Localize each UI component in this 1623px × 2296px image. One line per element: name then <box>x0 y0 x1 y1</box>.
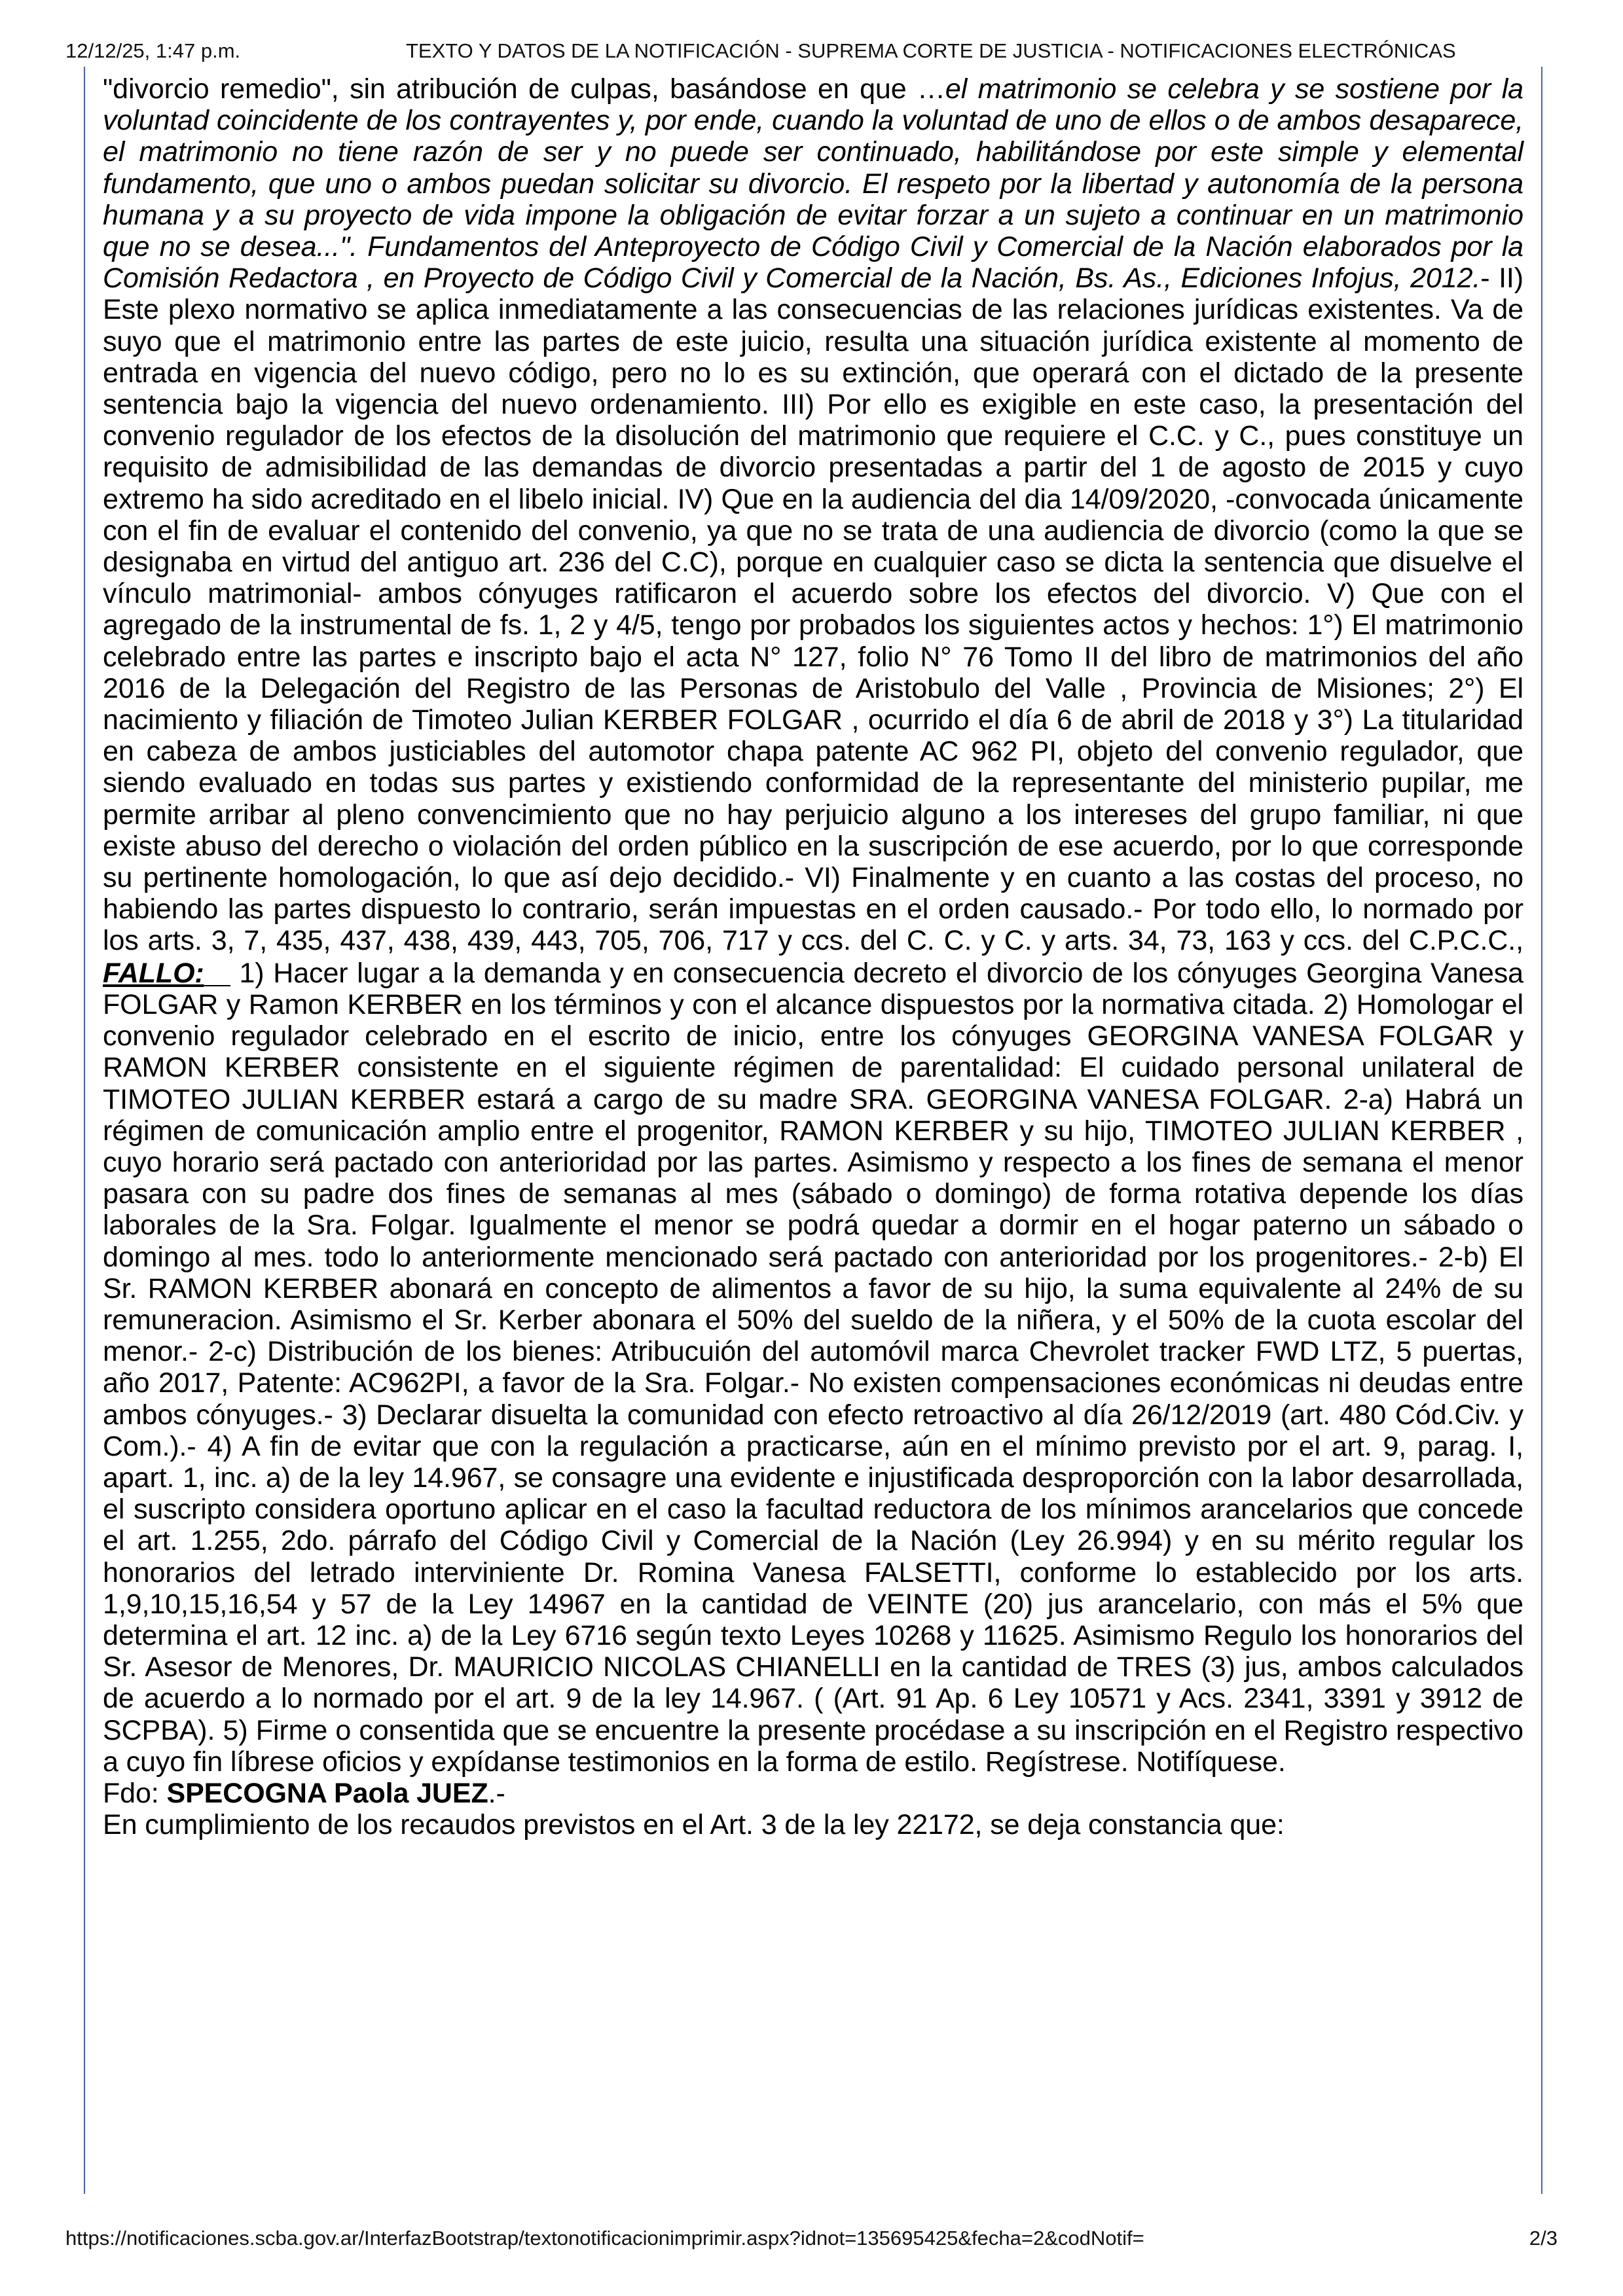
print-footer <box>65 2225 1558 2251</box>
fallo-label: FALLO: <box>103 957 204 989</box>
body-paragraph <box>103 73 1523 1778</box>
paragraph-considerations: - II) Este plexo normativo se aplica inmediatamente a las consecuencias de las relaciones jurídicas existentes. Va de suyo que el matrimonio entre las partes de este juicio, resulta una situación jurídica existente al momento de entrada en vigencia del nuevo código, pero no lo es su extinción, que operará con el dictado de la presente sentencia bajo la vigencia del nuevo ordenamiento. III) Por ello es exigible en este caso, la presentación del convenio regulador de los efectos de la disolución del matrimonio que requiere el C.C. y C., pues constituye un requisito de admisibilidad de las demandas de divorcio presentadas a partir del 1 de agosto de 2015 y cuyo extremo ha sido acreditado en el libelo inicial. IV) Que en la audiencia del dia 14/09/2020, -convocada únicamente con el fin de evaluar el contenido del convenio, ya que no se trata de una audiencia de divorcio (como la que se designaba en virtud del antiguo art. 236 del C.C), porque en cualquier caso se dicta la sentencia que disuelve el vínculo matrimonial- ambos cónyuges ratificaron el acuerdo sobre los efectos del divorcio. V) Que con el agregado de la instrumental de fs. 1, 2 y 4/5, tengo por probados los siguientes actos y hechos: 1°) El matrimonio celebrado entre las partes e inscripto bajo el acta N° 127, folio N° 76 Tomo II del libro de matrimonios del año 2016 de la Delegación del Registro de las Personas de Aristobulo del Valle , Provincia de Misiones; 2°) El nacimiento y filiación de Timoteo Julian KERBER FOLGAR , ocurrido el día 6 de abril de 2018 y 3°) La titularidad en cabeza de ambos justiciables del automotor chapa patente AC 962 PI, objeto del convenio regulador, que siendo evaluado en todas sus partes y existiendo conformidad de la representante del ministerio pupilar, me permite arribar al pleno convencimiento que no hay perjuicio alguno a los intereses del grupo familiar, ni que existe abuso del derecho o violación del orden público en la suscripción de ese acuerdo, por lo que corresponde su pertinente homologación, lo que así dejo decidido.- VI) Finalmente y en cuanto a las costas del proceso, no habiendo las partes dispuesto lo contrario, serán impuestas en el orden causado.- Por todo ello, lo normado por los arts. 3, 7, 435, 437, 438, 439, 443, 705, 706, 717 y ccs. del C. C. y C. y arts. 34, 73, 163 y ccs. del C.P.C.C., <box>103 262 1523 957</box>
paragraph-lead: "divorcio remedio", sin atribución de culpas, basándose en que … <box>103 73 945 105</box>
quoted-fundamentos: el matrimonio se celebra y se sostiene por la voluntad coincidente de los contrayentes y, por ende, cuando la voluntad de uno de ellos o de ambos desaparece, el matrimonio no tiene razón de ser y no puede ser continuado, habilitándose por este simple y elemental fundamento, que uno o ambos puedan solicitar su divorcio. El respeto por la libertad y autonomía de la persona humana y a su proyecto de vida impone la obligación de evitar forzar a un sujeto a continuar en un matrimonio que no se desea...". Fundamentos del Anteproyecto de Código Civil y Comercial de la Nación elaborados por la Comisión Redactora , en Proyecto de Código Civil y Comercial de la Nación, Bs. As., Ediciones Infojus, 2012. <box>103 73 1523 295</box>
signature-suffix: .- <box>488 1777 505 1809</box>
signature-name: SPECOGNA Paola JUEZ <box>166 1777 488 1809</box>
print-title: TEXTO Y DATOS DE LA NOTIFICACIÓN - SUPREMA CORTE DE JUSTICIA - NOTIFICACIONES ELECTRÓNICAS <box>406 39 1456 62</box>
fallo-underline <box>204 957 230 986</box>
paragraph-resolution: 1) Hacer lugar a la demanda y en consecuencia decreto el divorcio de los cónyuges Georgina Vanesa FOLGAR y Ramon KERBER en los términos y con el alcance dispuestos por la normativa citada. 2) Homologar el convenio regulador celebrado en el escrito de inicio, entre los cónyuges GEORGINA VANESA FOLGAR y RAMON KERBER consistente en el siguiente régimen de parentalidad: El cuidado personal unilateral de TIMOTEO JULIAN KERBER estará a cargo de su madre SRA. GEORGINA VANESA FOLGAR. 2-a) Habrá un régimen de comunicación amplio entre el progenitor, RAMON KERBER y su hijo, TIMOTEO JULIAN KERBER , cuyo horario será pactado con anterioridad por las partes. Asimismo y respecto a los fines de semana el menor pasara con su padre dos fines de semanas al mes (sábado o domingo) de forma rotativa depende los días laborales de la Sra. Folgar. Igualmente el menor se podrá quedar a dormir en el hogar paterno un sábado o domingo al mes. todo lo anteriormente mencionado será pactado con anterioridad por los progenitores.- 2-b) El Sr. RAMON KERBER abonará en concepto de alimentos a favor de su hijo, la suma equivalente al 24% de su remuneracion. Asimismo el Sr. Kerber abonara el 50% del sueldo de la niñera, y el 50% de la cuota escolar del menor.- 2-c) Distribución de los bienes: Atribucuión del automóvil marca Chevrolet tracker FWD LTZ, 5 puertas, año 2017, Patente: AC962PI, a favor de la Sra. Folgar.- No existen compensaciones económicas ni deudas entre ambos cónyuges.- 3) Declarar disuelta la comunidad con efecto retroactivo al día 26/12/2019 (art. 480 Cód.Civ. y Com.).- 4) A fin de evitar que con la regulación a practicarse, aún en el mínimo previsto por el art. 9, parag. I, apart. 1, inc. a) de la ley 14.967, se consagre una evidente e injustificada desproporción con la labor desarrollada, el suscripto considera oportuno aplicar en el caso la facultad reductora de los mínimos arancelarios que concede el art. 1.255, 2do. párrafo del Código Civil y Comercial de la Nación (Ley 26.994) y en su mérito regular los honorarios del letrado interviniente Dr. Romina Vanesa FALSETTI, conforme lo establecido por los arts. 1,9,10,15,16,54 y 57 de la Ley 14967 en la cantidad de VEINTE (20) jus arancelario, con más el 5% que determina el art. 12 inc. a) de la Ley 6716 según texto Leyes 10268 y 11625. Asimismo Regulo los honorarios del Sr. Asesor de Menores, Dr. MAURICIO NICOLAS CHIANELLI en la cantidad de TRES (3) jus, ambos calculados de acuerdo a lo normado por el art. 9 de la ley 14.967. ( (Art. 91 Ap. 6 Ley 10571 y Acs. 2341, 3391 y 3912 de SCPBA). 5) Firme o consentida que se encuentre la presente procédase a su inscripción en el Registro respectivo a cuyo fin líbrese oficios y expídanse testimonios en la forma de estilo. Regístrese. Notifíquese. <box>103 957 1523 1778</box>
signature-prefix: Fdo: <box>103 1777 167 1809</box>
page-url: https://notificaciones.scba.gov.ar/InterfazBootstrap/textonotificacionimprimir.aspx?idnot=135695425&fecha=2&codNotif= <box>65 2227 1144 2250</box>
signature-line <box>103 1778 1523 1809</box>
print-datetime: 12/12/25, 1:47 p.m. <box>65 39 241 62</box>
closing-paragraph: En cumplimiento de los recaudos previstos en el Art. 3 de la ley 22172, se deja constancia que: <box>103 1809 1285 1841</box>
print-header <box>65 38 1558 64</box>
page-number: 2/3 <box>1529 2227 1558 2250</box>
notification-body <box>103 73 1523 1840</box>
